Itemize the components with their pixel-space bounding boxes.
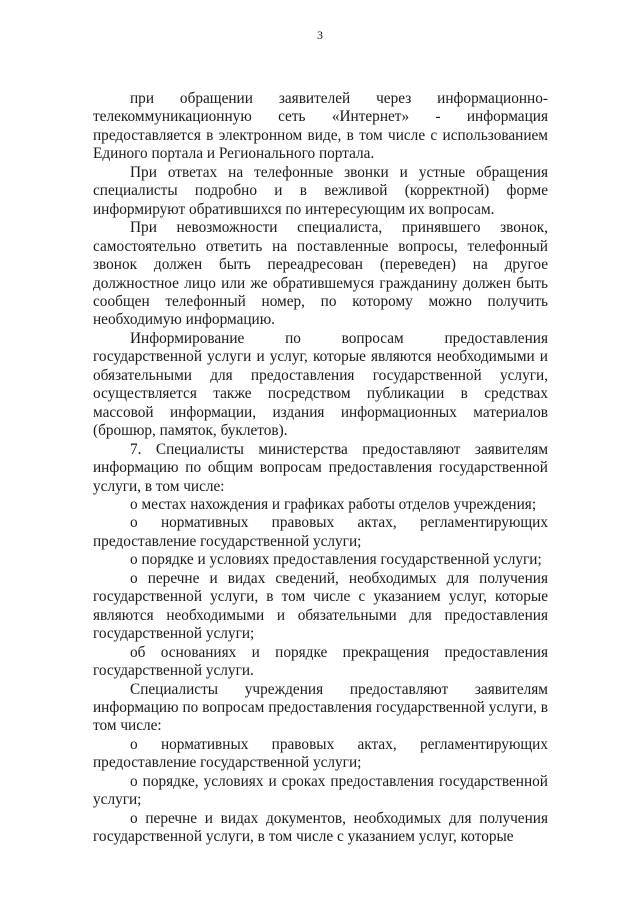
paragraph: Специалисты учреждения предоставляют заявителям информацию по вопросам предоставления государственной услуги, в том числе: — [93, 680, 548, 735]
list-item: о нормативных правовых актах, регламентирующих предоставление государственной услуги; — [93, 514, 548, 550]
page-number: 3 — [317, 28, 323, 42]
list-item: о перечне и видах документов, необходимых для получения государственной услуги, в том числе с указанием услуг, которые — [93, 809, 548, 846]
list-item: о перечне и видах сведений, необходимых для получения государственной услуги, в том числе с указанием услуг, которые являются необходимыми и обязательными для предоставления государственной услуги; — [93, 569, 548, 643]
list-item: об основаниях и порядке прекращения предоставления государственной услуги. — [93, 643, 548, 680]
list-item: о порядке, условиях и сроках предоставления государственной услуги; — [93, 772, 548, 809]
paragraph: При ответах на телефонные звонки и устные обращения специалисты подробно и в вежливой (корректной) форме информируют обратившихся по интересующим их вопросам. — [93, 163, 548, 218]
list-item: о местах нахождения и графиках работы отделов учреждения; — [130, 495, 537, 513]
document-body — [93, 90, 548, 847]
paragraph: при обращении заявителей через информационно-телекоммуникационную сеть «Интернет» - информация предоставляется в электронном виде, в том числе с использованием Единого портала и Регионального портала. — [93, 90, 548, 163]
paragraph: 7. Специалисты министерства предоставляют заявителям информацию по общим вопросам предоставления государственной услуги, в том числе: — [93, 440, 548, 495]
paragraph: Информирование по вопросам предоставления государственной услуги и услуг, которые являются необходимыми и обязательными для предоставления государственной услуги, осуществляется также посредством публикации в средствах массовой информации, издания информационных материалов (брошюр, памяток, буклетов). — [93, 329, 548, 440]
list-item: о нормативных правовых актах, регламентирующих предоставление государственной услуги; — [93, 735, 548, 772]
list-item: о порядке и условиях предоставления государственной услуги; — [130, 551, 542, 569]
paragraph: При невозможности специалиста, принявшего звонок, самостоятельно ответить на поставленные вопросы, телефонный звонок должен быть переадресован (переведен) на другое должностное лицо или же обратившемуся гражданину должен быть сообщен телефонный номер, по которому можно получить необходимую информацию. — [93, 219, 548, 329]
